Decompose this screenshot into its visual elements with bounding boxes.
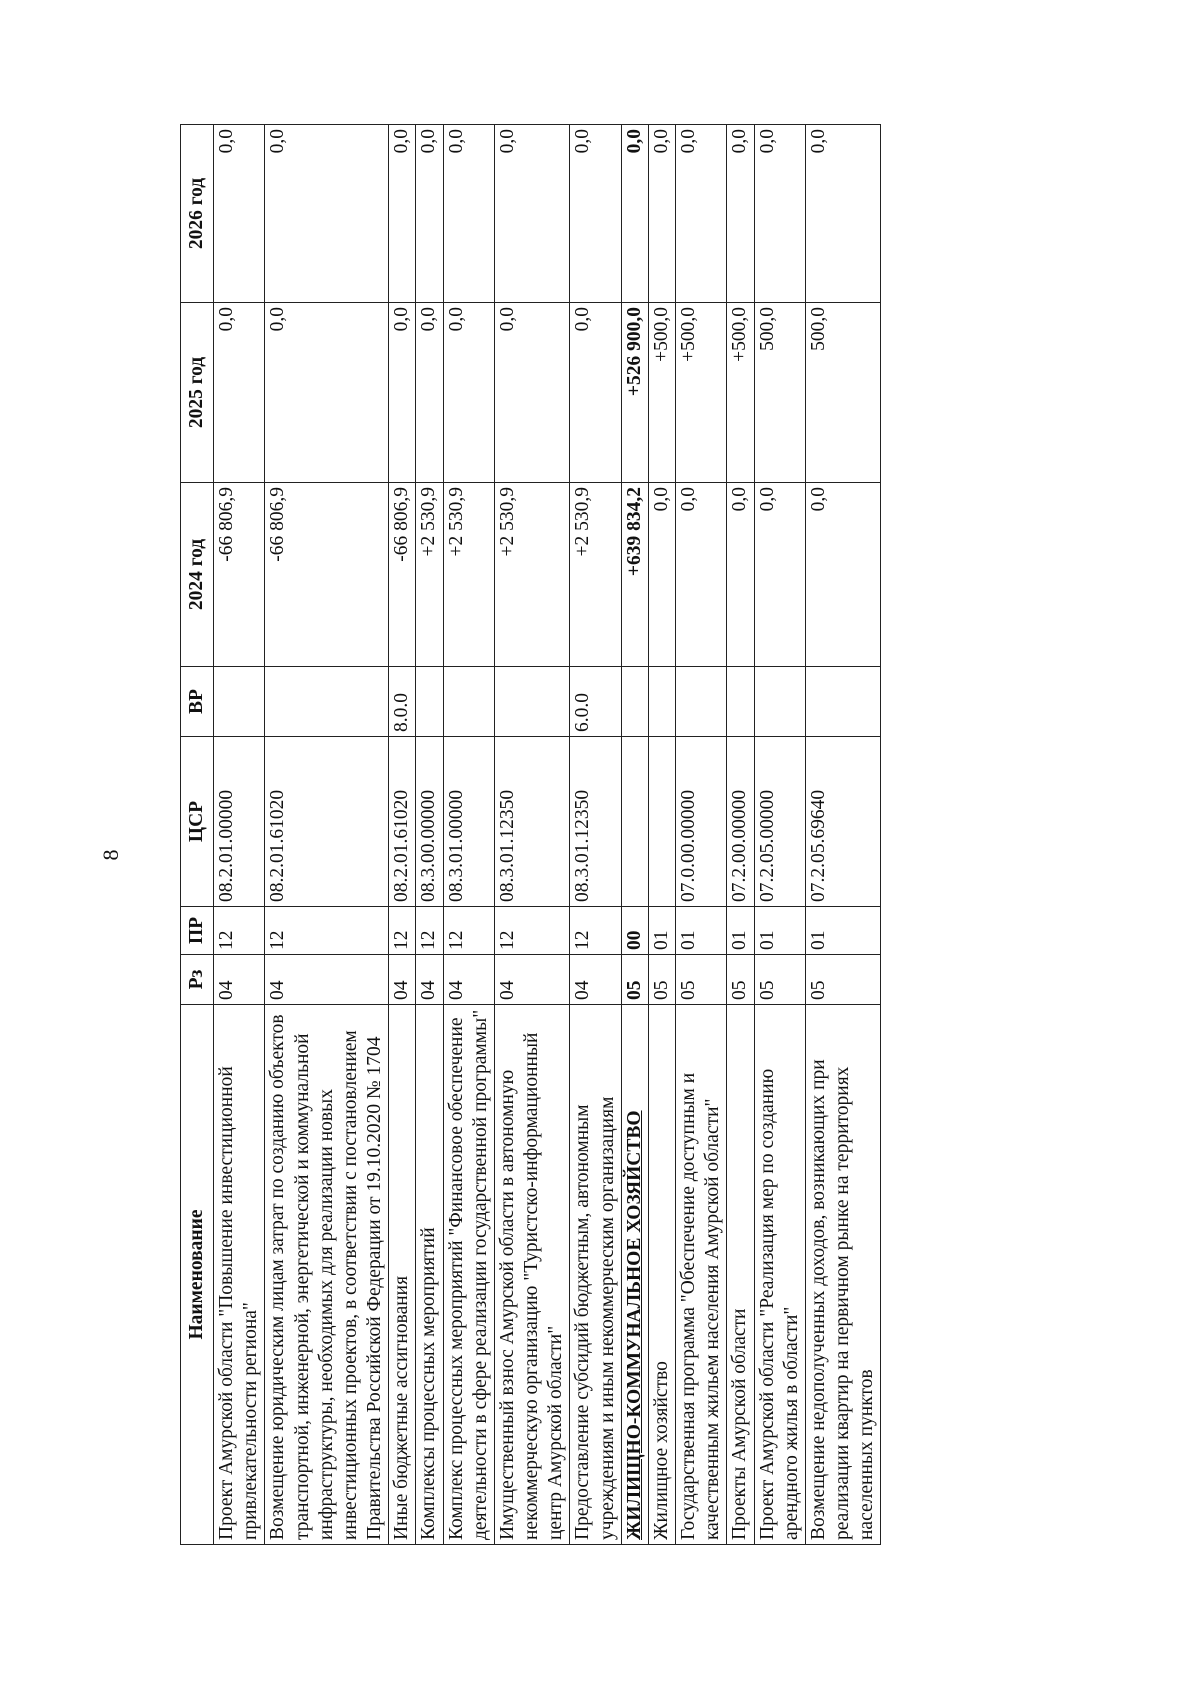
value-2025-cell: 500,0 xyxy=(805,303,881,483)
value-2026-cell: 0,0 xyxy=(648,125,675,303)
rz-cell: 04 xyxy=(570,955,621,1005)
header-csr: ЦСР xyxy=(181,737,214,907)
rz-cell: 05 xyxy=(648,955,675,1005)
vr-cell: 6.0.0 xyxy=(570,667,621,737)
name-cell: Государственная программа "Обеспечение доступным и качественным жильем населения Амурской области" xyxy=(676,1005,727,1545)
name-cell: Комплекс процессных мероприятий "Финансовое обеспечение деятельности в сфере реализации государственной программы" xyxy=(443,1005,494,1545)
csr-cell: 08.2.01.61020 xyxy=(389,737,416,907)
table-row xyxy=(621,125,648,1545)
value-2024-cell: 0,0 xyxy=(727,483,754,667)
pr-cell: 12 xyxy=(214,907,265,955)
value-2024-cell: +639 834,2 xyxy=(621,483,648,667)
table-row xyxy=(389,125,416,1545)
csr-cell: 07.2.00.00000 xyxy=(727,737,754,907)
header-pr: ПР xyxy=(181,907,214,955)
rz-cell: 05 xyxy=(621,955,648,1005)
value-2026-cell: 0,0 xyxy=(214,125,265,303)
header-2025: 2025 год xyxy=(181,303,214,483)
vr-cell xyxy=(727,667,754,737)
table-row xyxy=(494,125,570,1545)
header-2026: 2026 год xyxy=(181,125,214,303)
vr-cell xyxy=(676,667,727,737)
value-2025-cell: 0,0 xyxy=(494,303,570,483)
value-2025-cell: 0,0 xyxy=(214,303,265,483)
rz-cell: 05 xyxy=(727,955,754,1005)
table-row xyxy=(754,125,805,1545)
pr-cell: 01 xyxy=(727,907,754,955)
value-2026-cell: 0,0 xyxy=(805,125,881,303)
table-row xyxy=(648,125,675,1545)
value-2025-cell: 0,0 xyxy=(570,303,621,483)
pr-cell: 01 xyxy=(805,907,881,955)
value-2026-cell: 0,0 xyxy=(754,125,805,303)
vr-cell xyxy=(805,667,881,737)
pr-cell: 12 xyxy=(443,907,494,955)
vr-cell xyxy=(621,667,648,737)
name-cell: Иные бюджетные ассигнования xyxy=(389,1005,416,1545)
pr-cell: 01 xyxy=(648,907,675,955)
value-2025-cell: 500,0 xyxy=(754,303,805,483)
budget-table xyxy=(180,124,881,1545)
value-2024-cell: +2 530,9 xyxy=(570,483,621,667)
vr-cell xyxy=(416,667,443,737)
name-cell: Возмещение недополученных доходов, возникающих при реализации квартир на первичном рынке на территориях населенных пунктов xyxy=(805,1005,881,1545)
page-number: 8 xyxy=(98,849,123,861)
vr-cell xyxy=(443,667,494,737)
vr-cell xyxy=(265,667,389,737)
value-2026-cell: 0,0 xyxy=(265,125,389,303)
pr-cell: 01 xyxy=(754,907,805,955)
value-2025-cell: 0,0 xyxy=(389,303,416,483)
value-2026-cell: 0,0 xyxy=(570,125,621,303)
name-cell: Проект Амурской области "Реализация мер по созданию арендного жилья в области" xyxy=(754,1005,805,1545)
rz-cell: 05 xyxy=(754,955,805,1005)
vr-cell xyxy=(754,667,805,737)
pr-cell: 12 xyxy=(389,907,416,955)
table-row xyxy=(416,125,443,1545)
vr-cell xyxy=(214,667,265,737)
value-2026-cell: 0,0 xyxy=(443,125,494,303)
rz-cell: 05 xyxy=(676,955,727,1005)
value-2026-cell: 0,0 xyxy=(416,125,443,303)
header-row xyxy=(181,125,214,1545)
value-2025-cell: +526 900,0 xyxy=(621,303,648,483)
csr-cell: 08.3.00.00000 xyxy=(416,737,443,907)
table-row xyxy=(214,125,265,1545)
csr-cell: 07.2.05.00000 xyxy=(754,737,805,907)
pr-cell: 12 xyxy=(570,907,621,955)
name-cell: Комплексы процессных мероприятий xyxy=(416,1005,443,1545)
rz-cell: 04 xyxy=(389,955,416,1005)
rz-cell: 04 xyxy=(443,955,494,1005)
pr-cell: 00 xyxy=(621,907,648,955)
table-row xyxy=(443,125,494,1545)
value-2026-cell: 0,0 xyxy=(494,125,570,303)
budget-table-rotated xyxy=(180,125,990,1545)
value-2026-cell: 0,0 xyxy=(621,125,648,303)
csr-cell: 07.2.05.69640 xyxy=(805,737,881,907)
vr-cell: 8.0.0 xyxy=(389,667,416,737)
table-row xyxy=(676,125,727,1545)
pr-cell: 12 xyxy=(265,907,389,955)
csr-cell: 08.3.01.12350 xyxy=(494,737,570,907)
vr-cell xyxy=(648,667,675,737)
name-cell: Проекты Амурской области xyxy=(727,1005,754,1545)
table-row xyxy=(570,125,621,1545)
table-row xyxy=(727,125,754,1545)
value-2024-cell: 0,0 xyxy=(648,483,675,667)
csr-cell: 07.0.00.00000 xyxy=(676,737,727,907)
name-cell: Возмещение юридическим лицам затрат по созданию объектов транспортной, инженерной, энергетической и коммунальной инфраструктуры, необходимых для реализации новых инвестиционных проектов, в соответствии с постановлением Правительства Российской Федерации от 19.10.2020 № 1704 xyxy=(265,1005,389,1545)
value-2026-cell: 0,0 xyxy=(389,125,416,303)
header-vr: ВР xyxy=(181,667,214,737)
rz-cell: 04 xyxy=(416,955,443,1005)
name-cell: Жилищное хозяйство xyxy=(648,1005,675,1545)
csr-cell xyxy=(648,737,675,907)
csr-cell: 08.2.01.61020 xyxy=(265,737,389,907)
value-2026-cell: 0,0 xyxy=(676,125,727,303)
table-row xyxy=(805,125,881,1545)
rz-cell: 04 xyxy=(494,955,570,1005)
table-row xyxy=(265,125,389,1545)
name-cell: Предоставление субсидий бюджетным, автономным учреждениям и иным некоммерческим организациям xyxy=(570,1005,621,1545)
value-2025-cell: 0,0 xyxy=(265,303,389,483)
pr-cell: 01 xyxy=(676,907,727,955)
value-2024-cell: +2 530,9 xyxy=(494,483,570,667)
name-cell: Проект Амурской области "Повышение инвестиционной привлекательности региона" xyxy=(214,1005,265,1545)
value-2025-cell: +500,0 xyxy=(648,303,675,483)
value-2025-cell: 0,0 xyxy=(416,303,443,483)
csr-cell: 08.3.01.00000 xyxy=(443,737,494,907)
csr-cell: 08.3.01.12350 xyxy=(570,737,621,907)
rz-cell: 05 xyxy=(805,955,881,1005)
value-2024-cell: -66 806,9 xyxy=(265,483,389,667)
csr-cell xyxy=(621,737,648,907)
value-2025-cell: 0,0 xyxy=(443,303,494,483)
pr-cell: 12 xyxy=(494,907,570,955)
value-2024-cell: +2 530,9 xyxy=(416,483,443,667)
name-cell: ЖИЛИЩНО-КОММУНАЛЬНОЕ ХОЗЯЙСТВО xyxy=(621,1005,648,1545)
value-2024-cell: 0,0 xyxy=(805,483,881,667)
vr-cell xyxy=(494,667,570,737)
header-rz: Рз xyxy=(181,955,214,1005)
value-2024-cell: +2 530,9 xyxy=(443,483,494,667)
csr-cell: 08.2.01.00000 xyxy=(214,737,265,907)
value-2025-cell: +500,0 xyxy=(676,303,727,483)
value-2025-cell: +500,0 xyxy=(727,303,754,483)
value-2024-cell: 0,0 xyxy=(754,483,805,667)
value-2024-cell: 0,0 xyxy=(676,483,727,667)
header-2024: 2024 год xyxy=(181,483,214,667)
name-cell: Имущественный взнос Амурской области в автономную некоммерческую организацию "Туристско-информационный центр Амурской области" xyxy=(494,1005,570,1545)
pr-cell: 12 xyxy=(416,907,443,955)
header-name: Наименование xyxy=(181,1005,214,1545)
value-2024-cell: -66 806,9 xyxy=(214,483,265,667)
value-2024-cell: -66 806,9 xyxy=(389,483,416,667)
value-2026-cell: 0,0 xyxy=(727,125,754,303)
rz-cell: 04 xyxy=(214,955,265,1005)
rz-cell: 04 xyxy=(265,955,389,1005)
